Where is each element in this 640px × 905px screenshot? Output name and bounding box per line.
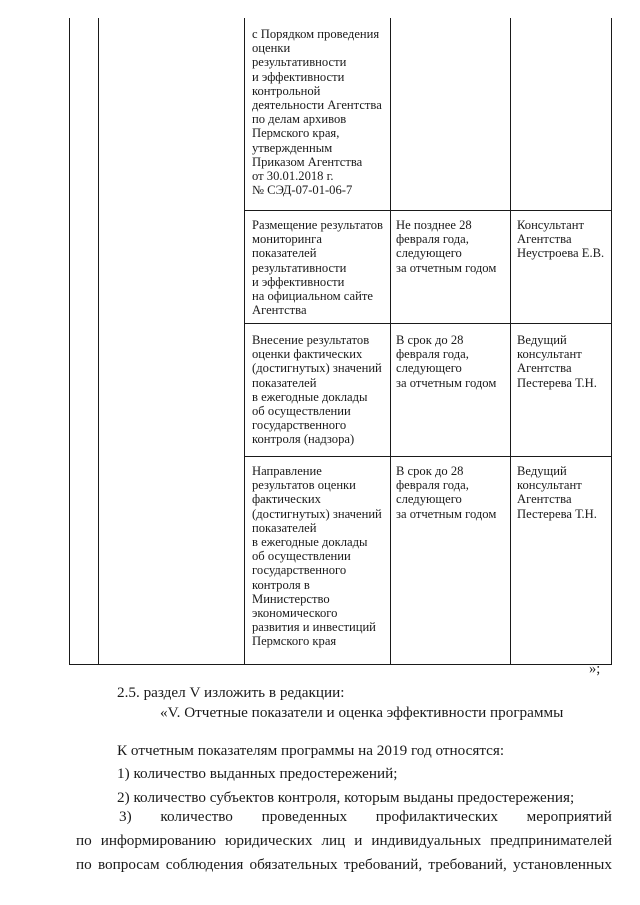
word: юридических (224, 832, 313, 849)
word: по (76, 832, 92, 849)
word: вопросам (97, 856, 160, 873)
word: проведенных (261, 808, 348, 825)
table-cell-action: Направление результатов оценки фактических (достигнутых) значений показателей в ежегодные доклады об осуществлении государственного контроля в Министерство экономического развития и инвестиций Пермского края (252, 464, 382, 649)
amendment-item: 2.5. раздел V изложить в редакции: (117, 684, 345, 701)
table-row-divider (244, 456, 612, 457)
table-cell-action: Размещение результатов мониторинга показателей результативности и эффективности на официальном сайте Агентства (252, 218, 383, 318)
table-cell-action: с Порядком проведения оценки результативности и эффективности контрольной деятельности Агентства по делам архивов Пермского края, утвержденным Приказом Агентства от 30.01.2018 г. № СЭД-07-01-06-7 (252, 27, 382, 198)
table-cell-action: Внесение результатов оценки фактических (достигнутых) значений показателей в ежегодные доклады об осуществлении государственного контроля (надзора) (252, 333, 382, 447)
word: количество (160, 808, 233, 825)
word: по (76, 856, 92, 873)
table-cell-deadline: В срок до 28 февраля года, следующего за отчетным годом (396, 464, 497, 521)
word: 3) (119, 808, 132, 825)
table-border-left (69, 18, 70, 665)
table-row-divider (244, 323, 612, 324)
table-cell-responsible: Ведущий консультант Агентства Пестерева Т.Н. (517, 333, 597, 390)
table-column-divider (510, 18, 511, 665)
word: обязательных (249, 856, 338, 873)
word: мероприятий (526, 808, 612, 825)
list-item-3 (76, 805, 612, 877)
table-cell-deadline: В срок до 28 февраля года, следующего за отчетным годом (396, 333, 497, 390)
table-column-divider (98, 18, 99, 665)
word: индивидуальных (371, 832, 482, 849)
word: предпринимателей (490, 832, 612, 849)
section-heading: «V. Отчетные показатели и оценка эффективности программы (160, 704, 564, 721)
table-border-right (611, 18, 612, 665)
list-item: 2) количество субъектов контроля, которым выданы предостережения; (117, 789, 575, 806)
justified-line (76, 853, 612, 877)
word: установленных (512, 856, 612, 873)
closing-quote: »; (589, 661, 601, 677)
word: и (354, 832, 363, 849)
table-column-divider (390, 18, 391, 665)
justified-line (76, 829, 612, 853)
table-column-divider (244, 18, 245, 665)
table-cell-deadline: Не позднее 28 февраля года, следующего за отчетным годом (396, 218, 497, 275)
word: требований, (343, 856, 423, 873)
table-border-bottom (69, 664, 612, 665)
word: информированию (100, 832, 216, 849)
justified-line (76, 805, 612, 829)
word: соблюдения (165, 856, 244, 873)
paragraph-intro: К отчетным показателям программы на 2019 год относятся: (117, 742, 505, 759)
table-row-divider (244, 210, 612, 211)
word: лиц (321, 832, 346, 849)
table-cell-responsible: Ведущий консультант Агентства Пестерева Т.Н. (517, 464, 597, 521)
table-cell-responsible: Консультант Агентства Неустроева Е.В. (517, 218, 605, 261)
word: требований, (428, 856, 507, 873)
word: профилактических (375, 808, 498, 825)
list-item: 1) количество выданных предостережений; (117, 765, 398, 782)
